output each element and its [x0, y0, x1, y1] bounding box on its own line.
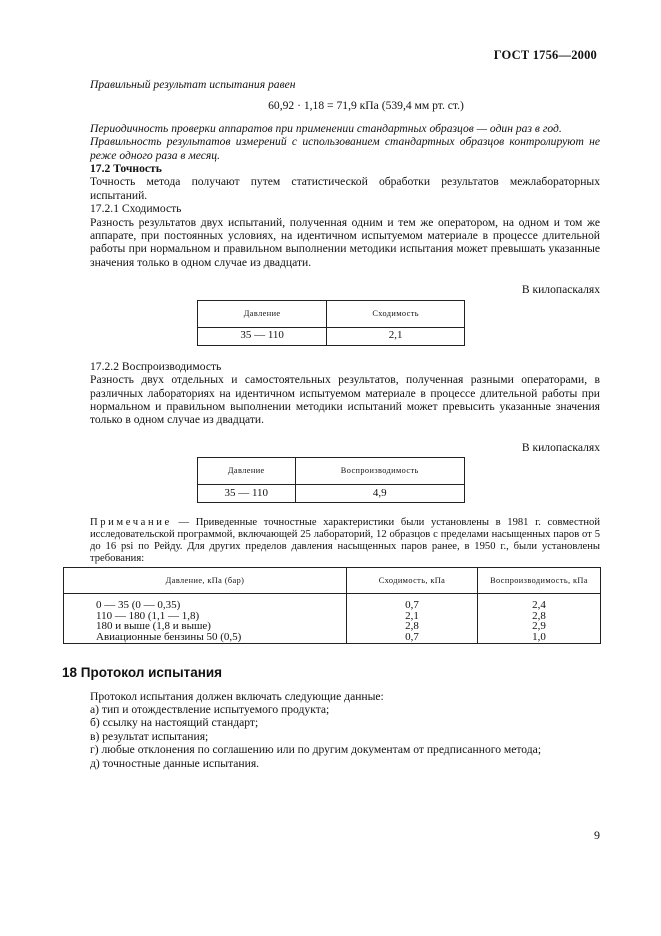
section-18-title: 18 Протокол испытания — [62, 665, 223, 681]
table-cell: 110 — 180 (1,1 — 1,8) — [96, 609, 200, 622]
section-18-intro: Протокол испытания должен включать следующие данные: — [90, 689, 384, 703]
table-header: Воспроизводимость — [295, 458, 464, 485]
pressure-column — [64, 594, 347, 644]
table-header: Давление — [198, 458, 296, 485]
table-cell: 2,4 — [532, 599, 546, 612]
table-cell: 2,9 — [532, 620, 546, 633]
table-cell: 1,0 — [532, 630, 546, 643]
table-cell: 0,7 — [405, 599, 419, 612]
table1-unit: В килопаскалях — [521, 283, 600, 297]
table-cell: 180 и выше (1,8 и выше) — [96, 620, 211, 633]
correctness-text: Правильность результатов измерений с использованием стандартных образцов контролируют не реже одного раза в месяц. — [90, 135, 600, 162]
table-cell: 35 — 110 — [198, 327, 327, 345]
table-cell: 2,1 — [405, 609, 419, 622]
table-header: Воспроизводимость, кПа — [478, 568, 601, 594]
note-text: — Приведенные точностные характеристики были установлены в 1981 г. совместной исследовательской программой, включающей 25 лабораторий, 12 образцов с пределами насыщенных паров от 5 до 16 psi по Рейду. Для других пределов давления насыщенных паров ранее, в 1950 г., были установлены требования: — [90, 517, 600, 565]
list-item: д) точностные данные испытания. — [90, 756, 260, 770]
reproducibility-table — [197, 457, 465, 503]
list-item: б) ссылку на настоящий стандарт; — [90, 716, 259, 730]
table-cell: 4,9 — [295, 485, 464, 503]
formula: 60,92 · 1,18 = 71,9 кПа (539,4 мм рт. ст.) — [268, 99, 464, 113]
note-paragraph — [90, 517, 600, 565]
table-header: Сходимость, кПа — [347, 568, 478, 594]
section-17-2-title: 17.2 Точность — [90, 162, 162, 176]
list-item: в) результат испытания; — [90, 729, 209, 743]
page-number: 9 — [594, 828, 600, 842]
section-17-2-2-title: 17.2.2 Воспроизводимость — [90, 359, 222, 373]
result-label: Правильный результат испытания равен — [90, 78, 296, 91]
table-cell: 2,8 — [405, 620, 419, 633]
section-17-2-2-text: Разность двух отдельных и самостоятельных результатов, полученная разными операторами, в различных лабораториях на идентичном испытуемом материале в процессе длительной работы при нормальном и правильном выполнении методики испытаний может превысить указанные значения только в одном случае из двадцати. — [90, 373, 600, 427]
page-content — [62, 78, 600, 770]
reproducibility-column — [478, 594, 601, 644]
repeatability-column — [347, 594, 478, 644]
document-id: ГОСТ 1756—2000 — [493, 48, 597, 62]
section-17-2-1-title: 17.2.1 Сходимость — [90, 202, 182, 216]
table-cell: 0 — 35 (0 — 0,35) — [96, 599, 181, 612]
repeatability-table — [197, 300, 465, 346]
table-cell: 35 — 110 — [198, 485, 296, 503]
table-cell: Авиационные бензины 50 (0,5) — [96, 630, 242, 643]
list-item: г) любые отклонения по соглашению или по другим документам от предписанного метода; — [90, 743, 542, 757]
table2-unit: В килопаскалях — [521, 440, 600, 454]
section-17-2-text: Точность метода получают путем статистической обработки результатов межлабораторных испытаний. — [90, 175, 600, 202]
table-header: Давление — [198, 300, 327, 327]
periodicity-text: Периодичность проверки аппаратов при применении стандартных образцов — один раз в год. — [90, 121, 562, 135]
historical-precision-table — [63, 567, 601, 644]
table-header: Давление, кПа (бар) — [64, 568, 347, 594]
note-label: Примечание — [90, 517, 172, 529]
table-cell: 0,7 — [405, 630, 419, 643]
list-item: а) тип и отождествление испытуемого продукта; — [90, 702, 330, 716]
section-17-2-1-text: Разность результатов двух испытаний, полученная одним и тем же оператором, на одном и том же аппарате, при постоянных условиях, на идентичном испытуемом материале в процессе длительной работы при нормальном и правильном выполнении методики испытания может превышать указанные значения только в одном случае из двадцати. — [90, 215, 600, 269]
table-cell: 2,8 — [532, 609, 546, 622]
table-cell: 2,1 — [327, 327, 465, 345]
table-header: Сходимость — [327, 300, 465, 327]
